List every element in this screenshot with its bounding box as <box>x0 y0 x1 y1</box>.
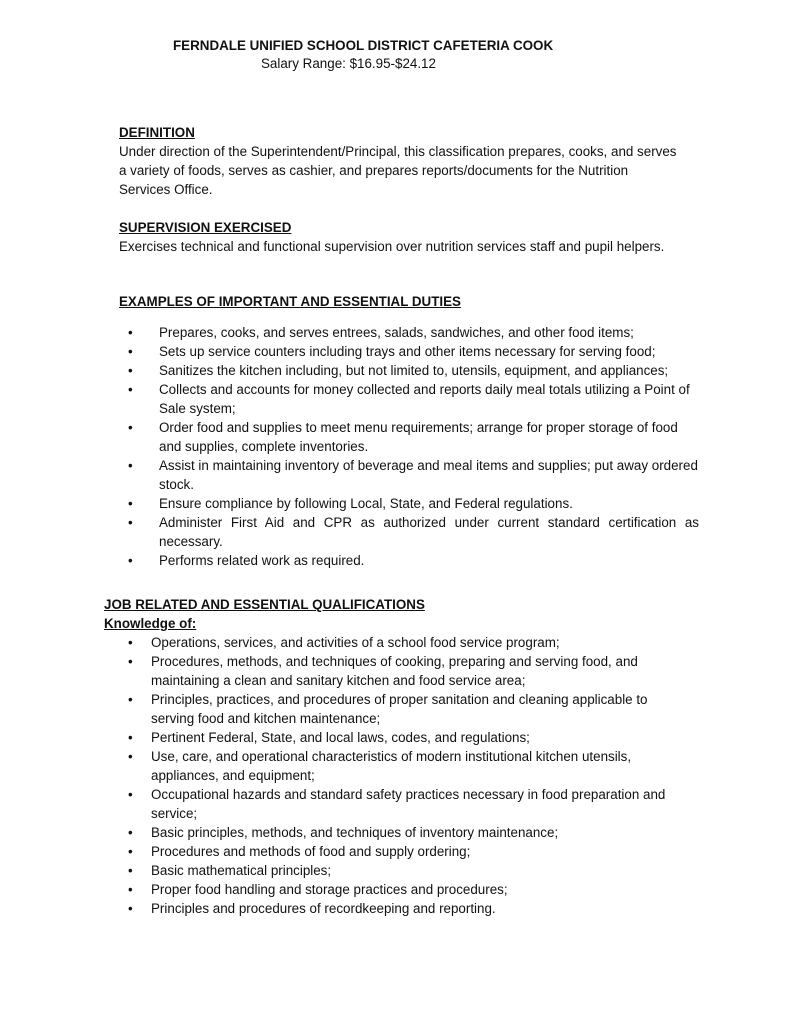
bullet-icon: • <box>128 458 133 473</box>
knowledge-text: Occupational hazards and standard safety practices necessary in food preparation and service; <box>151 787 666 821</box>
knowledge-text: Principles and procedures of recordkeeping and reporting. <box>151 901 496 916</box>
duty-text: Sets up service counters including trays and other items necessary for serving food; <box>159 344 656 359</box>
supervision-section <box>119 218 699 256</box>
list-item <box>104 728 671 747</box>
bullet-icon: • <box>128 692 133 707</box>
list-item <box>104 747 671 785</box>
knowledge-text: Basic principles, methods, and techniques of inventory maintenance; <box>151 825 559 840</box>
bullet-icon: • <box>128 901 133 916</box>
bullet-icon: • <box>128 515 133 530</box>
salary-range: Salary Range: $16.95-$24.12 <box>261 56 436 71</box>
bullet-icon: • <box>128 654 133 669</box>
duties-heading: EXAMPLES OF IMPORTANT AND ESSENTIAL DUTIES <box>119 294 461 309</box>
list-item <box>104 842 671 861</box>
list-item <box>104 899 671 918</box>
duty-text: Performs related work as required. <box>159 553 365 568</box>
duty-text: Prepares, cooks, and serves entrees, salads, sandwiches, and other food items; <box>159 325 634 340</box>
knowledge-text: Procedures, methods, and techniques of cooking, preparing and serving food, and maintaining a clean and sanitary kitchen and food service area; <box>151 654 638 688</box>
definition-heading: DEFINITION <box>119 125 195 140</box>
duty-text: Collects and accounts for money collected and reports daily meal totals utilizing a Point of Sale system; <box>159 382 690 416</box>
bullet-icon: • <box>128 749 133 764</box>
supervision-heading: SUPERVISION EXERCISED <box>119 220 292 235</box>
knowledge-text: Pertinent Federal, State, and local laws, codes, and regulations; <box>151 730 530 745</box>
bullet-icon: • <box>128 882 133 897</box>
bullet-icon: • <box>128 325 133 340</box>
list-item <box>119 551 699 570</box>
definition-section <box>119 123 699 199</box>
duty-text: Order food and supplies to meet menu requirements; arrange for proper storage of food and supplies, complete inventories. <box>159 420 678 454</box>
duty-text: Ensure compliance by following Local, State, and Federal regulations. <box>159 496 573 511</box>
list-item <box>119 418 699 456</box>
qualifications-heading: JOB RELATED AND ESSENTIAL QUALIFICATIONS <box>104 597 425 612</box>
bullet-icon: • <box>128 420 133 435</box>
knowledge-text: Basic mathematical principles; <box>151 863 332 878</box>
bullet-icon: • <box>128 863 133 878</box>
list-item <box>104 880 671 899</box>
supervision-text: Exercises technical and functional supervision over nutrition services staff and pupil helpers. <box>119 239 665 254</box>
knowledge-text: Proper food handling and storage practices and procedures; <box>151 882 508 897</box>
list-item <box>119 494 699 513</box>
list-item <box>119 342 699 361</box>
list-item <box>104 633 671 652</box>
bullet-icon: • <box>128 787 133 802</box>
bullet-icon: • <box>128 344 133 359</box>
duty-text: Sanitizes the kitchen including, but not limited to, utensils, equipment, and appliances; <box>159 363 669 378</box>
duties-list <box>119 323 699 570</box>
list-item <box>119 323 699 342</box>
bullet-icon: • <box>128 635 133 650</box>
bullet-icon: • <box>128 553 133 568</box>
bullet-icon: • <box>128 382 133 397</box>
duty-text: Administer First Aid and CPR as authorized under current standard certification as necessary. <box>159 515 699 549</box>
list-item <box>119 513 699 551</box>
list-item <box>104 861 671 880</box>
list-item <box>104 652 671 690</box>
definition-text: Under direction of the Superintendent/Principal, this classification prepares, cooks, and serves a variety of foods, serves as cashier, and prepares reports/documents for the Nutrition Services Office. <box>119 144 677 197</box>
duty-text: Assist in maintaining inventory of beverage and meal items and supplies; put away ordered stock. <box>159 458 698 492</box>
document-title: FERNDALE UNIFIED SCHOOL DISTRICT CAFETERIA COOK <box>173 38 554 53</box>
bullet-icon: • <box>128 825 133 840</box>
knowledge-list <box>104 633 704 918</box>
knowledge-text: Operations, services, and activities of a school food service program; <box>151 635 560 650</box>
knowledge-text: Use, care, and operational characteristics of modern institutional kitchen utensils, appliances, and equipment; <box>151 749 632 783</box>
knowledge-text: Principles, practices, and procedures of proper sanitation and cleaning applicable to serving food and kitchen maintenance; <box>151 692 648 726</box>
list-item <box>104 823 671 842</box>
list-item <box>119 380 699 418</box>
bullet-icon: • <box>128 363 133 378</box>
list-item <box>104 690 671 728</box>
duties-section <box>119 292 699 570</box>
list-item <box>119 361 699 380</box>
list-item <box>119 456 699 494</box>
bullet-icon: • <box>128 730 133 745</box>
list-item <box>104 785 671 823</box>
bullet-icon: • <box>128 844 133 859</box>
bullet-icon: • <box>128 496 133 511</box>
knowledge-heading: Knowledge of: <box>104 616 197 631</box>
qualifications-section <box>104 595 704 918</box>
knowledge-text: Procedures and methods of food and supply ordering; <box>151 844 471 859</box>
